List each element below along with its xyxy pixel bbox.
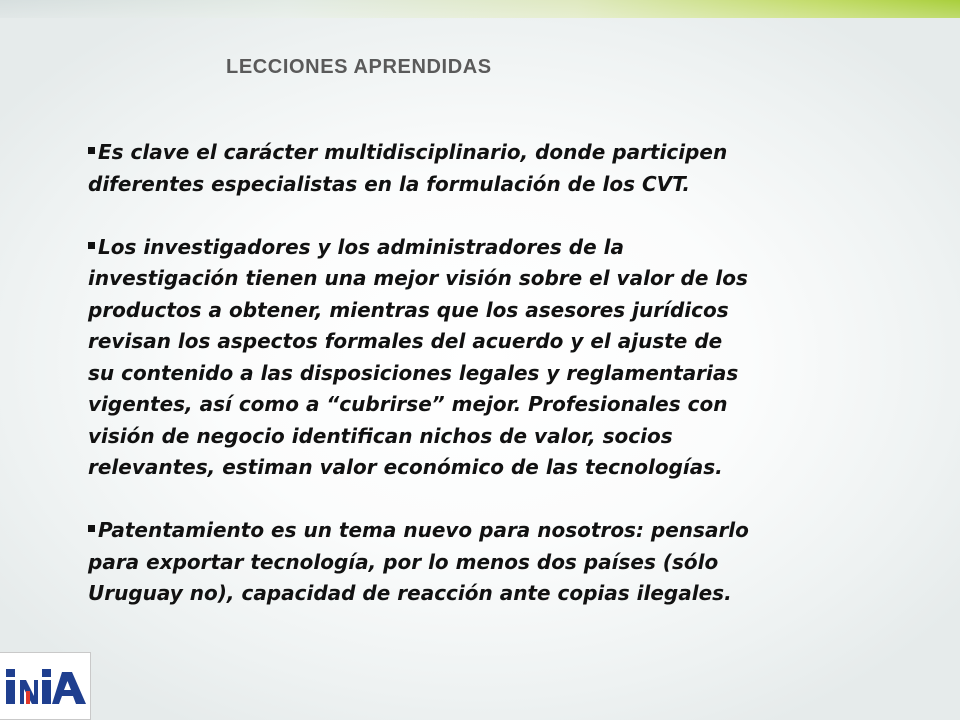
bullet-line: relevantes, estiman valor económico de las tecnologías. — [88, 455, 723, 479]
bullet-line: para exportar tecnología, por lo menos dos países (sólo — [88, 549, 719, 574]
bullet-square-icon — [88, 525, 95, 532]
slide-title: LECCIONES APRENDIDAS — [226, 56, 492, 78]
bullet-line: vigentes, así como a “cubrirse” mejor. Profesionales con — [88, 392, 728, 416]
bullet-item — [88, 232, 848, 484]
bullet-square-icon — [88, 242, 95, 249]
bullet-line: visión de negocio identifican nichos de valor, socios — [88, 423, 673, 448]
top-accent-bar — [0, 0, 960, 18]
bullet-line: Es clave el carácter multidisciplinario, donde participen — [98, 140, 728, 164]
bullet-line: productos a obtener, mientras que los asesores jurídicos — [88, 297, 729, 322]
bullet-line: investigación tienen una mejor visión sobre el valor de los — [88, 266, 748, 290]
bullet-line: Uruguay no), capacidad de reacción ante copias ilegales. — [88, 581, 732, 605]
inia-logo-box — [0, 652, 91, 720]
bullet-item — [88, 515, 848, 610]
bullet-list — [88, 137, 848, 610]
bullet-line: Los investigadores y los administradores de la — [98, 234, 624, 259]
bullet-line: su contenido a las disposiciones legales y reglamentarias — [88, 360, 739, 385]
bullet-line: Patentamiento es un tema nuevo para nosotros: pensarlo — [98, 518, 749, 542]
bullet-line: diferentes especialistas en la formulación de los CVT. — [88, 171, 690, 196]
bullet-item — [88, 137, 848, 200]
bullet-square-icon — [88, 147, 95, 154]
bullet-line: revisan los aspectos formales del acuerdo y el ajuste de — [88, 329, 723, 353]
inia-logo-icon — [4, 661, 88, 711]
